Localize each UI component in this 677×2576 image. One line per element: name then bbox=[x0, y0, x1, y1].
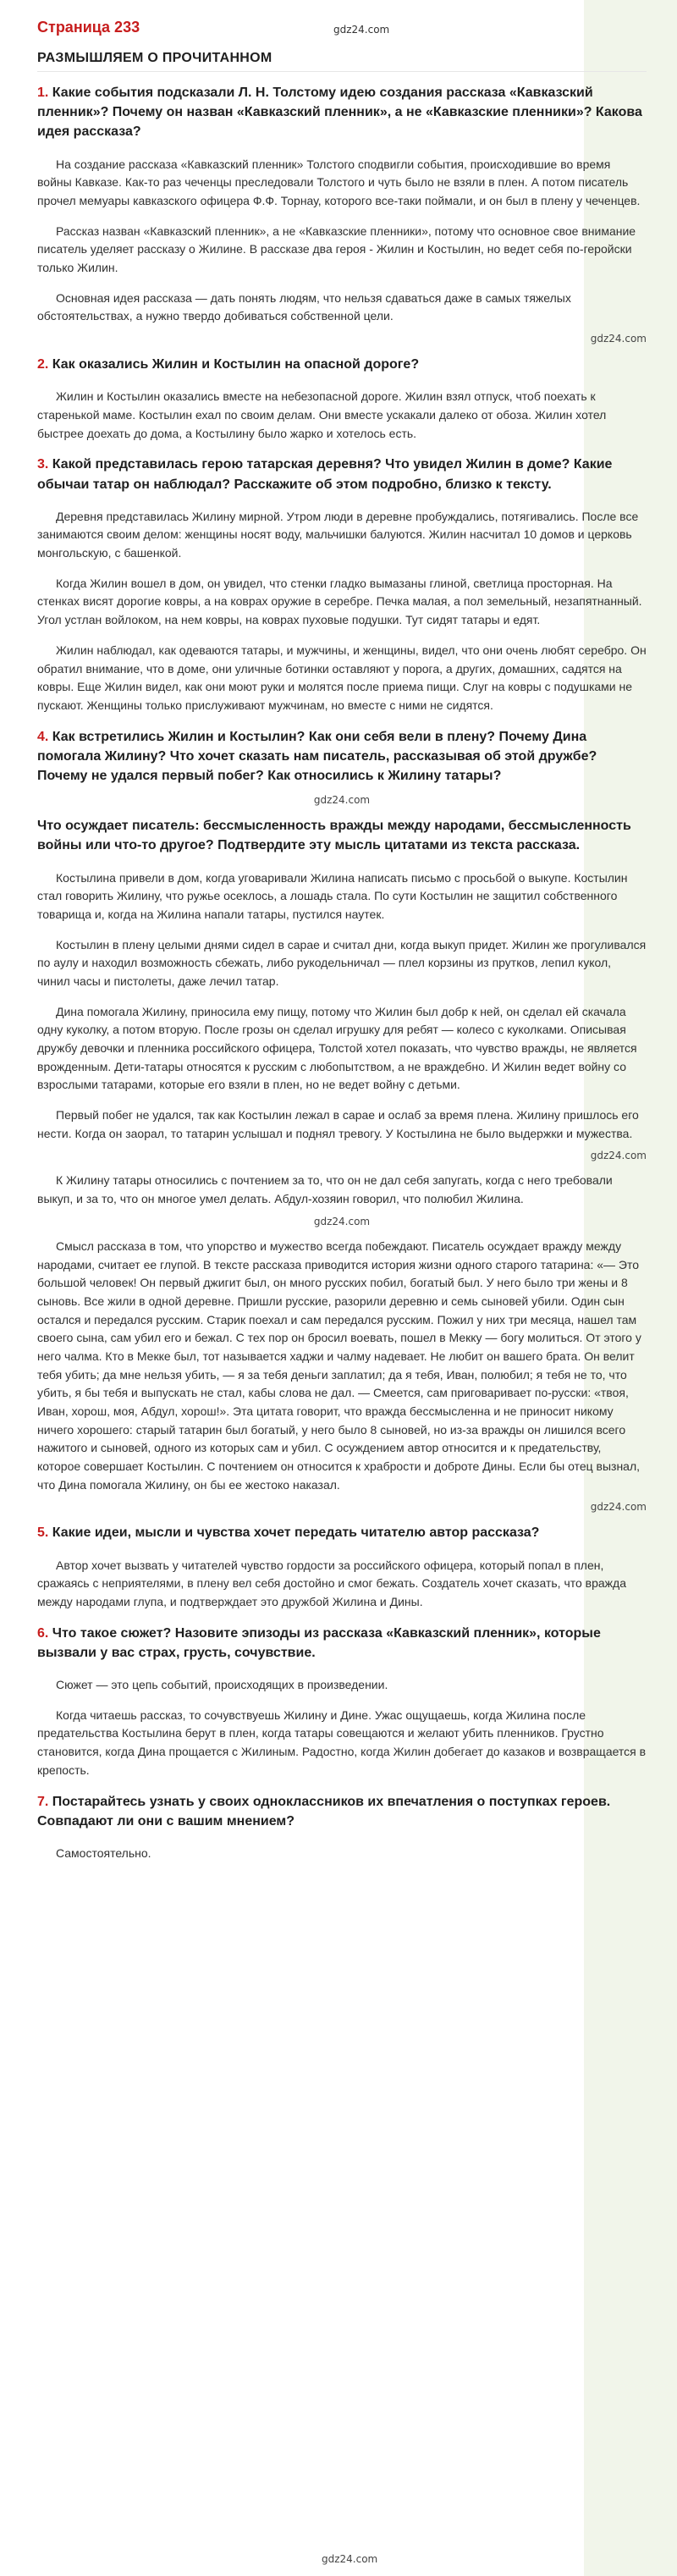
answer-paragraph: Основная идея рассказа — дать понять людям, что нельзя сдаваться даже в самых тяжелых обстоятельствах, а нужно твердо добиваться собственной цели. bbox=[37, 290, 571, 323]
answer-paragraph: Деревня представилась Жилину мирной. Утром люди в деревне пробуждались, потягивались. После все занимаются своим делом: женщины носят воду, мальчишки балуются. Жилин насчитал 10 домов и церковь монгольскую, с башенкой. bbox=[37, 509, 639, 560]
question-text: Какие идеи, мысли и чувства хочет передать читателю автор рассказа? bbox=[52, 1525, 540, 1541]
question-text: Постарайтесь узнать у своих одноклассников их впечатления о поступках героев. Совпадают ли они с вашим мнением? bbox=[37, 1794, 611, 1829]
answer-paragraph: Когда читаешь рассказ, то сочувствуешь Жилину и Дине. Ужас ощущаешь, когда Жилина после предательства Костылина берут в плен, когда татары совещаются и желают убить пленников. Грустно становится, когда Дина прощается с Жилиным. Радостно, когда Жилин добегает до казаков и возвращается в крепость. bbox=[37, 1707, 647, 1777]
section-title: РАЗМЫШЛЯЕМ О ПРОЧИТАННОМ bbox=[37, 51, 647, 72]
question-number: 1. bbox=[37, 85, 49, 100]
answer-paragraph: Сюжет — это цепь событий, происходящих в произведении. bbox=[56, 1678, 388, 1692]
question-text: Что осуждает писатель: бессмысленность вражды между народами, бессмысленность войны или что-то другое? Подтвердите эту мысль цитатами из текста рассказа. bbox=[37, 819, 631, 853]
question bbox=[37, 727, 647, 786]
content bbox=[37, 83, 647, 1875]
question bbox=[37, 1523, 647, 1542]
question-number: 6. bbox=[37, 1625, 49, 1641]
answer-paragraph: Жилин и Костылин оказались вместе на небезопасной дороге. Жилин взял отпуск, чтоб поехать к старенькой маме. Костылин ехал по своим делам. Они вместе ускакали далеко от обоза. Жилин хотел быстрее доехать до дома, а Костылину было жарко и хотелось есть. bbox=[37, 389, 607, 440]
site-watermark: gdz24.com bbox=[590, 1501, 647, 1514]
page-number: Страница 233 bbox=[37, 19, 140, 36]
footer-logo[interactable]: gdz24.com bbox=[322, 2553, 378, 2565]
answer-paragraph: На создание рассказа «Кавказский пленник» Толстого сподвигли события, происходившие во время войны Кавказе. Как-то раз чеченцы преследовали Толстого и чуть было не взяли в плен. А потом писатель прочел мемуары кавказского офицера Ф.Ф. Торнау, которого все-таки поймали, и он был в плену у чеченцев. bbox=[37, 157, 641, 207]
site-watermark: gdz24.com bbox=[313, 1215, 371, 1227]
answer-paragraph: Дина помогала Жилину, приносила ему пищу, потому что Жилин был добр к ней, он сделал ей скачала одну куколку, а потом вторую. После грозы он сделал игрушку для ребят — колесо с куколками. Описывая дружбу девочки и пленника российского офицера, Толстой хотел показать, что чувство вражды, не является врожденным. Дети-татары относятся к русским с любопытством, а не враждебно. И Жилин ведет войну со взрослыми татарами, которые его взяли в плен, но не ведет войну с детьми. bbox=[37, 1004, 637, 1092]
question bbox=[37, 1624, 647, 1663]
question-text: Что такое сюжет? Назовите эпизоды из рассказа «Кавказский пленник», которые вызвали у вас страх, грусть, сочувствие. bbox=[37, 1625, 601, 1660]
question-number: 4. bbox=[37, 729, 49, 744]
question bbox=[37, 83, 647, 142]
question-number: 7. bbox=[37, 1794, 49, 1809]
answer-paragraph: Когда Жилин вошел в дом, он увидел, что стенки гладко вымазаны глиной, светлица просторная. На стенках висят дорогие ковры, а на коврах оружие в серебре. Печка малая, а пол земельный, незапятнанный. Угол устлан войлоком, на нем ковры, на коврах пуховые подушки. Тут сидят татары и едят. bbox=[37, 576, 642, 627]
question bbox=[37, 455, 647, 494]
page-header bbox=[37, 15, 647, 41]
question-number: 3. bbox=[37, 457, 49, 472]
answer-paragraph: Костылин в плену целыми днями сидел в сарае и считал дни, когда выкуп придет. Жилин же прогуливался по аулу и находил возможность сбежать, либо рукодельничал — плел корзины из прутков, лепил кукол, чинил часы и пистолеты, даже лечил татар. bbox=[37, 937, 647, 988]
question bbox=[37, 1792, 647, 1831]
question-text: Как встретились Жилин и Костылин? Как они себя вели в плену? Почему Дина помогала Жилину? Что хочет сказать нам писатель, рассказывая об этой дружбе? Почему не удался первый побег? Как относились к Жилину татары? bbox=[37, 729, 597, 783]
answer-paragraph: Первый побег не удался, так как Костылин лежал в сарае и ослаб за время плена. Жилину пришлось его нести. Когда он заорал, то татарин услышал и поднял тревогу. У Костылина не было выдержки и мужества. bbox=[37, 1108, 639, 1140]
answer-paragraph: Автор хочет вызвать у читателей чувство гордости за российского офицера, который попал в плен, сражаясь с неприятелями, в плену вел себя достойно и смог бежать. Создатель хочет сказать, что вражда между народами глупа, и подтверждает это дружбой Жилина и Дины. bbox=[37, 1558, 626, 1608]
answer-paragraph: К Жилину татары относились с почтением за то, что он не дал себя запугать, когда с него требовали выкуп, и за то, что он многое умел делать. Абдул-хозяин говорил, что полюбил Жилина. bbox=[37, 1173, 613, 1206]
answer-paragraph: Смысл рассказа в том, что упорство и мужество всегда побеждают. Писатель осуждает вражду между народами, считает ее глупой. В тексте рассказа приводится история жизни одного старого татарина: «— Это большой человек! Он первый джигит был, он много русских побил, богатый был. У него было три жены и 8 сыновь. Все жили в одной деревне. Пришли русские, разорили деревню и семь сыновей убили. Один сын остался и передался русским. Старик поехал и сам передался русским. Пожил у них три месяца, нашел там своего сына, сам убил его и бежал. С тех пор он бросил воевать, пошел в Мекку — богу молиться. От этого у него чалма. Кто в Мекке был, тот называется хаджи и чалму надевает. Не любит он вашего брата. Он велит тебя убить; да мне нельзя убить, — я за тебя деньги заплатил; да я тебя, Иван, полюбил; я тебя не то, что убить, я бы тебя и выпускать не стал, кабы слова не дал. — Смеется, сам приговаривает по-русски: «твоя, Иван, хорош, моя, Абдул, хорош!». Эта цитата говорит, что вражда бессмысленна и не приносит никому ничего хорошего: старый татарин был богатый, у него было 8 сыновей, но из-за вражды он лишился всего нажитого и сыновей, одного из которых сам и убил. С осуждением автор относится и к предательству, которое совершает Костылин. С почтением он относится к храбрости и доброте Дины. Если бы отец вызнал, что Дина помогала Жилину, он бы ее жестоко наказал. bbox=[37, 1238, 641, 1492]
question-number: 5. bbox=[37, 1525, 49, 1541]
question bbox=[37, 816, 647, 855]
answer-paragraph: Костылина привели в дом, когда уговаривали Жилина написать письмо с просьбой о выкупе. Костылин стал говорить Жилину, что ружье осеклось, а лошадь стала. По сути Костылин не защитил собственного товарища и, когда на Жилина напали татары, пустился наутек. bbox=[37, 870, 628, 921]
answer-paragraph: Жилин наблюдал, как одеваются татары, и мужчины, и женщины, видел, что они очень любят серебро. Он обратил внимание, что в доме, они уличные ботинки оставляют у порога, а других, домашних, садятся на ковры. Еще Жилин видел, как они моют руки и молятся после приема пищи. Слуг на ковры с подушками не пускают. Женщины только прислуживают мужчинам, но вместе с ними не сидятся. bbox=[37, 643, 647, 712]
site-watermark: gdz24.com bbox=[313, 794, 371, 807]
question bbox=[37, 355, 647, 374]
answer-paragraph: Самостоятельно. bbox=[56, 1845, 151, 1860]
question-text: Как оказались Жилин и Костылин на опасной дороге? bbox=[52, 357, 420, 372]
answer-paragraph: Рассказ назван «Кавказский пленник», а не «Кавказские пленники», потому что основное свое внимание писатель уделяет рассказу о Жилине. В рассказе два героя - Жилин и Костылин, но ведет себя по-геройски только Жилин. bbox=[37, 223, 636, 274]
question-text: Какой представилась герою татарская деревня? Что увидел Жилин в доме? Какие обычаи татар он наблюдал? Расскажите об этом подробно, близко к тексту. bbox=[37, 457, 613, 492]
question-number: 2. bbox=[37, 357, 49, 372]
site-watermark: gdz24.com bbox=[590, 333, 647, 345]
site-watermark: gdz24.com bbox=[590, 1150, 647, 1162]
question-text: Какие события подсказали Л. Н. Толстому идею создания рассказа «Кавказский пленник»? Почему он назван «Кавказский пленник», а не «Кавказские пленники»? Какова идея рассказа? bbox=[37, 85, 642, 140]
site-logo[interactable]: gdz24.com bbox=[333, 24, 390, 36]
